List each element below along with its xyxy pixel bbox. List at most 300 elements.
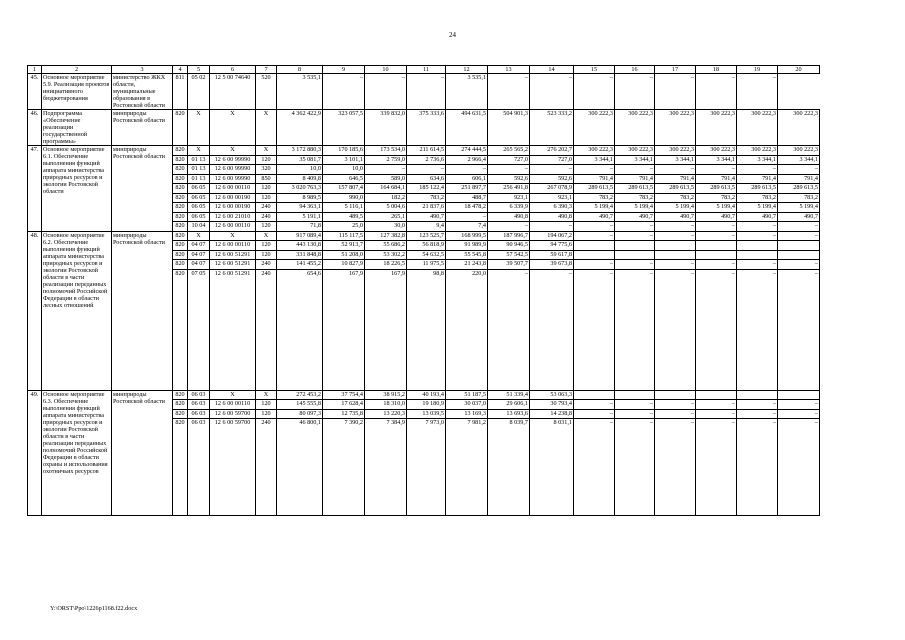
budget-cell: 30 793,4: [530, 400, 574, 410]
budget-cell: –: [446, 165, 488, 175]
budget-cell: 727,0: [530, 155, 574, 165]
budget-cell: 592,6: [530, 174, 574, 184]
budget-cell: 490,7: [574, 212, 615, 222]
budget-cell: 504 901,3: [488, 110, 530, 146]
budget-cell: 06 05: [188, 212, 210, 222]
budget-cell: Х: [188, 110, 210, 146]
budget-cell: –: [574, 419, 615, 516]
budget-cell: 115 117,5: [323, 231, 365, 241]
budget-cell: 7 981,2: [446, 419, 488, 516]
budget-cell: –: [778, 419, 820, 516]
column-number-header: 9: [323, 66, 365, 74]
budget-cell: 51 339,4: [488, 390, 530, 400]
budget-cell: 12 6 00 21010: [210, 212, 256, 222]
budget-cell: [696, 250, 737, 260]
budget-cell: –: [778, 400, 820, 410]
budget-cell: –: [574, 409, 615, 419]
budget-cell: [655, 250, 696, 260]
budget-cell: 37 754,4: [323, 390, 365, 400]
budget-cell: 5 199,4: [696, 203, 737, 213]
budget-cell: [574, 390, 615, 400]
budget-cell: 91 989,9: [446, 241, 488, 251]
budget-cell: 820: [173, 231, 188, 241]
budget-cell: 5 199,4: [737, 203, 778, 213]
measure-name: Основное мероприятие 6.3. Обеспечение выполнения функций аппарата министерства природных ресурсов и экологии Ростовской области в части реализации переданных полномочий Российской Федерации в области охраны и использования охотничьих ресурсов: [42, 390, 112, 516]
budget-cell: 25,0: [323, 222, 365, 232]
budget-cell: 5 116,1: [323, 203, 365, 213]
table-row: [28, 74, 820, 110]
budget-cell: 10 827,9: [323, 260, 365, 270]
budget-cell: –: [615, 269, 655, 390]
budget-cell: 256 491,8: [488, 184, 530, 194]
budget-cell: –: [737, 419, 778, 516]
budget-cell: 791,4: [615, 174, 655, 184]
executor-name: минприроды Ростовской области: [112, 146, 173, 232]
budget-cell: –: [615, 260, 655, 270]
budget-cell: 5 199,4: [655, 203, 696, 213]
budget-cell: –: [574, 260, 615, 270]
budget-cell: 783,2: [655, 193, 696, 203]
budget-cell: –: [655, 400, 696, 410]
budget-cell: –: [737, 231, 778, 241]
budget-cell: 123 525,7: [407, 231, 446, 241]
budget-cell: 12 6 00 00110: [210, 400, 256, 410]
budget-cell: 240: [256, 260, 277, 270]
row-number: 46.: [28, 110, 42, 146]
budget-cell: 14 238,8: [530, 409, 574, 419]
budget-cell: 3 344,1: [696, 155, 737, 165]
budget-cell: [615, 241, 655, 251]
budget-cell: –: [655, 419, 696, 516]
budget-cell: –: [778, 409, 820, 419]
budget-cell: 265 565,2: [488, 146, 530, 156]
budget-cell: 923,1: [530, 193, 574, 203]
budget-cell: 490,7: [615, 212, 655, 222]
budget-cell: 01 13: [188, 174, 210, 184]
table-row: [28, 110, 820, 146]
table-row: [28, 390, 820, 400]
budget-cell: 489,5: [323, 212, 365, 222]
budget-cell: 240: [256, 212, 277, 222]
budget-cell: 289 613,5: [737, 184, 778, 194]
budget-cell: 12 6 00 99990: [210, 165, 256, 175]
budget-cell: 8 409,8: [277, 174, 323, 184]
budget-cell: 12 6 00 99990: [210, 155, 256, 165]
budget-cell: 606,1: [446, 174, 488, 184]
measure-name: Основное мероприятие 6.1. Обеспечение выполнения функций аппарата министерства природных ресурсов и экологии Ростовской области: [42, 146, 112, 232]
budget-cell: 211 614,5: [407, 146, 446, 156]
budget-cell: Х: [188, 231, 210, 241]
budget-cell: 01 13: [188, 165, 210, 175]
budget-cell: 164 684,1: [365, 184, 407, 194]
budget-cell: 923,1: [488, 193, 530, 203]
budget-cell: 220,0: [446, 269, 488, 390]
budget-cell: –: [696, 400, 737, 410]
budget-cell: 490,7: [696, 212, 737, 222]
budget-cell: Х: [256, 390, 277, 400]
budget-cell: 3 535,1: [446, 74, 488, 110]
budget-cell: 17 628,4: [323, 400, 365, 410]
budget-cell: 52 913,7: [323, 241, 365, 251]
budget-cell: 12 5 00 74640: [210, 74, 256, 110]
budget-cell: 173 534,0: [365, 146, 407, 156]
budget-cell: 21 837,6: [407, 203, 446, 213]
budget-cell: 7 390,2: [323, 419, 365, 516]
budget-cell: 94 775,6: [530, 241, 574, 251]
budget-cell: 300 222,3: [778, 146, 820, 156]
budget-cell: 7 384,9: [365, 419, 407, 516]
budget-cell: 3 344,1: [574, 155, 615, 165]
budget-cell: 56 818,9: [407, 241, 446, 251]
budget-cell: 12 6 00 00110: [210, 184, 256, 194]
budget-cell: 490,7: [407, 212, 446, 222]
budget-cell: 04 07: [188, 241, 210, 251]
budget-cell: [696, 390, 737, 400]
column-number-header: 7: [256, 66, 277, 74]
budget-cell: 194 067,2: [530, 231, 574, 241]
budget-cell: 375 333,6: [407, 110, 446, 146]
budget-cell: 783,2: [407, 193, 446, 203]
budget-cell: 40 193,4: [407, 390, 446, 400]
column-number-header: 6: [210, 66, 256, 74]
budget-cell: 2 736,6: [407, 155, 446, 165]
budget-cell: 18 226,5: [365, 260, 407, 270]
budget-cell: 12 6 00 00110: [210, 222, 256, 232]
budget-cell: 167,9: [323, 269, 365, 390]
column-number-header: 2: [42, 66, 112, 74]
budget-cell: –: [615, 231, 655, 241]
budget-cell: 94 363,1: [277, 203, 323, 213]
budget-cell: [778, 390, 820, 400]
budget-cell: 276 202,7: [530, 146, 574, 156]
budget-cell: 490,7: [655, 212, 696, 222]
budget-cell: 791,4: [696, 174, 737, 184]
budget-table: [27, 65, 820, 516]
budget-cell: 331 848,8: [277, 250, 323, 260]
executor-name: минприроды Ростовской области: [112, 231, 173, 390]
budget-cell: 820: [173, 203, 188, 213]
footer-file-path: Y:\ORST\Ppo\1226p1168.f22.docx: [50, 605, 138, 612]
budget-cell: [655, 390, 696, 400]
budget-cell: [615, 390, 655, 400]
budget-cell: 06 03: [188, 409, 210, 419]
budget-cell: Х: [210, 390, 256, 400]
budget-cell: 51 187,5: [446, 390, 488, 400]
budget-cell: 490,8: [530, 212, 574, 222]
budget-cell: –: [407, 165, 446, 175]
budget-cell: 4 362 422,9: [277, 110, 323, 146]
budget-cell: 289 613,5: [696, 184, 737, 194]
budget-cell: –: [778, 231, 820, 241]
budget-cell: 6 339,9: [488, 203, 530, 213]
budget-cell: –: [778, 269, 820, 390]
budget-cell: –: [655, 74, 696, 110]
column-number-header: 10: [365, 66, 407, 74]
budget-cell: –: [530, 222, 574, 232]
row-number: 45.: [28, 74, 42, 110]
budget-cell: [737, 250, 778, 260]
budget-cell: 13 220,3: [365, 409, 407, 419]
measure-name: Основное мероприятие 5.9. Реализация проектов инициативного бюджетирования: [42, 74, 112, 110]
budget-cell: 7 973,0: [407, 419, 446, 516]
row-number: 49.: [28, 390, 42, 516]
budget-cell: 57 542,5: [488, 250, 530, 260]
budget-cell: 18 478,2: [446, 203, 488, 213]
budget-cell: 339 832,0: [365, 110, 407, 146]
column-number-header: 4: [173, 66, 188, 74]
budget-cell: [737, 241, 778, 251]
budget-cell: –: [655, 269, 696, 390]
budget-cell: 300 222,3: [574, 146, 615, 156]
budget-cell: 289 613,5: [615, 184, 655, 194]
budget-cell: 634,6: [407, 174, 446, 184]
budget-cell: –: [655, 260, 696, 270]
budget-cell: 55 686,2: [365, 241, 407, 251]
budget-cell: 12 6 00 00190: [210, 203, 256, 213]
budget-cell: 300 222,3: [696, 146, 737, 156]
budget-cell: –: [737, 165, 778, 175]
budget-cell: 791,4: [655, 174, 696, 184]
budget-cell: 53 302,2: [365, 250, 407, 260]
budget-cell: 5 004,6: [365, 203, 407, 213]
budget-cell: 04 07: [188, 250, 210, 260]
budget-cell: 783,2: [737, 193, 778, 203]
budget-cell: 12 6 00 51291: [210, 269, 256, 390]
budget-cell: [737, 390, 778, 400]
budget-cell: –: [737, 260, 778, 270]
budget-cell: –: [365, 165, 407, 175]
table-row: [28, 231, 820, 241]
budget-cell: 5 199,4: [615, 203, 655, 213]
budget-cell: –: [696, 165, 737, 175]
budget-cell: 791,4: [574, 174, 615, 184]
budget-cell: 29 606,1: [488, 400, 530, 410]
column-number-header: 11: [407, 66, 446, 74]
budget-cell: –: [615, 222, 655, 232]
budget-cell: 323 057,5: [323, 110, 365, 146]
budget-cell: 300 222,3: [696, 110, 737, 146]
budget-cell: 39 507,7: [488, 260, 530, 270]
budget-cell: 3 344,1: [655, 155, 696, 165]
budget-cell: –: [574, 231, 615, 241]
budget-cell: –: [530, 74, 574, 110]
budget-cell: 46 800,1: [277, 419, 323, 516]
budget-cell: 13 039,5: [407, 409, 446, 419]
budget-cell: 06 03: [188, 390, 210, 400]
budget-cell: –: [696, 260, 737, 270]
budget-cell: 12 6 00 99990: [210, 174, 256, 184]
budget-cell: 272 453,2: [277, 390, 323, 400]
budget-cell: 240: [256, 203, 277, 213]
budget-cell: 240: [256, 419, 277, 516]
budget-cell: 300 222,3: [778, 110, 820, 146]
row-number: 48.: [28, 231, 42, 390]
budget-cell: 520: [256, 74, 277, 110]
budget-cell: –: [488, 74, 530, 110]
budget-cell: –: [696, 74, 737, 110]
budget-cell: 98,8: [407, 269, 446, 390]
budget-cell: 300 222,3: [615, 110, 655, 146]
column-number-header: 17: [655, 66, 696, 74]
budget-cell: 185 122,4: [407, 184, 446, 194]
budget-cell: 820: [173, 110, 188, 146]
budget-cell: 120: [256, 184, 277, 194]
budget-cell: 39 673,8: [530, 260, 574, 270]
budget-cell: 488,7: [446, 193, 488, 203]
budget-cell: 120: [256, 241, 277, 251]
budget-cell: Х: [256, 231, 277, 241]
budget-cell: [778, 241, 820, 251]
budget-cell: –: [323, 74, 365, 110]
budget-cell: 300 222,3: [737, 110, 778, 146]
budget-cell: 19 180,9: [407, 400, 446, 410]
budget-cell: –: [574, 400, 615, 410]
column-number-header: 18: [696, 66, 737, 74]
budget-cell: –: [778, 260, 820, 270]
budget-cell: –: [488, 165, 530, 175]
budget-cell: 783,2: [615, 193, 655, 203]
budget-cell: –: [737, 400, 778, 410]
budget-cell: 5 199,4: [574, 203, 615, 213]
budget-cell: 10 04: [188, 222, 210, 232]
budget-cell: –: [737, 74, 778, 110]
budget-cell: 589,0: [365, 174, 407, 184]
budget-cell: 7,4: [446, 222, 488, 232]
budget-cell: 820: [173, 155, 188, 165]
budget-cell: –: [530, 165, 574, 175]
budget-cell: Х: [210, 110, 256, 146]
budget-cell: 494 631,5: [446, 110, 488, 146]
budget-cell: 300 222,3: [574, 110, 615, 146]
budget-cell: 18 310,0: [365, 400, 407, 410]
budget-cell: –: [696, 231, 737, 241]
budget-cell: 8 039,7: [488, 419, 530, 516]
column-number-header: 1: [28, 66, 42, 74]
budget-cell: 820: [173, 390, 188, 400]
budget-cell: –: [574, 222, 615, 232]
budget-cell: 90 946,5: [488, 241, 530, 251]
budget-cell: Х: [188, 146, 210, 156]
budget-cell: [574, 241, 615, 251]
budget-cell: 820: [173, 250, 188, 260]
budget-cell: 170 185,6: [323, 146, 365, 156]
budget-cell: 274 444,5: [446, 146, 488, 156]
budget-cell: 3 535,1: [277, 74, 323, 110]
budget-cell: 80 097,3: [277, 409, 323, 419]
budget-cell: 820: [173, 269, 188, 390]
budget-cell: 120: [256, 400, 277, 410]
budget-cell: –: [778, 222, 820, 232]
budget-cell: 10,0: [277, 165, 323, 175]
budget-cell: 167,9: [365, 269, 407, 390]
budget-cell: –: [446, 212, 488, 222]
budget-cell: 820: [173, 419, 188, 516]
budget-cell: 265,1: [365, 212, 407, 222]
budget-cell: –: [574, 165, 615, 175]
budget-cell: –: [615, 165, 655, 175]
budget-cell: –: [737, 269, 778, 390]
budget-cell: 187 996,7: [488, 231, 530, 241]
budget-cell: –: [696, 222, 737, 232]
budget-cell: 320: [256, 165, 277, 175]
column-number-header: 16: [615, 66, 655, 74]
budget-cell: [655, 241, 696, 251]
budget-cell: 11 975,5: [407, 260, 446, 270]
budget-cell: 2 759,0: [365, 155, 407, 165]
budget-cell: –: [655, 165, 696, 175]
budget-cell: –: [696, 409, 737, 419]
budget-cell: 289 613,5: [655, 184, 696, 194]
column-number-header: 12: [446, 66, 488, 74]
budget-cell: 523 333,2: [530, 110, 574, 146]
budget-cell: 3 020 763,3: [277, 184, 323, 194]
budget-cell: 35 081,7: [277, 155, 323, 165]
budget-cell: 490,7: [737, 212, 778, 222]
budget-cell: Х: [256, 110, 277, 146]
executor-name: минприроды Ростовской области: [112, 390, 173, 516]
executor-name: минприроды Ростовской области: [112, 110, 173, 146]
budget-cell: –: [615, 409, 655, 419]
column-number-header: 14: [530, 66, 574, 74]
executor-name: министерство ЖКХ области, муниципальные образования в Ростовской области: [112, 74, 173, 110]
budget-cell: 10,0: [323, 165, 365, 175]
row-number: 47.: [28, 146, 42, 232]
budget-cell: 791,4: [737, 174, 778, 184]
budget-cell: 820: [173, 212, 188, 222]
budget-cell: 9,4: [407, 222, 446, 232]
budget-cell: 12 6 00 00190: [210, 193, 256, 203]
column-number-header: 5: [188, 66, 210, 74]
budget-cell: 120: [256, 193, 277, 203]
budget-cell: 06 05: [188, 193, 210, 203]
budget-cell: –: [655, 222, 696, 232]
budget-cell: 141 455,2: [277, 260, 323, 270]
budget-cell: 727,0: [488, 155, 530, 165]
budget-cell: 2 966,4: [446, 155, 488, 165]
budget-cell: 127 382,8: [365, 231, 407, 241]
column-number-header: 20: [778, 66, 820, 74]
budget-cell: 120: [256, 250, 277, 260]
budget-cell: –: [696, 419, 737, 516]
column-number-header: 15: [574, 66, 615, 74]
budget-cell: 13 169,3: [446, 409, 488, 419]
budget-cell: 783,2: [574, 193, 615, 203]
budget-cell: 120: [256, 409, 277, 419]
column-number-header: 19: [737, 66, 778, 74]
budget-cell: –: [574, 269, 615, 390]
budget-cell: Х: [210, 146, 256, 156]
budget-cell: –: [737, 222, 778, 232]
budget-cell: 3 172 880,3: [277, 146, 323, 156]
budget-cell: 251 897,7: [446, 184, 488, 194]
budget-cell: 820: [173, 174, 188, 184]
budget-cell: 6 390,3: [530, 203, 574, 213]
table-row: [28, 146, 820, 156]
budget-cell: 04 07: [188, 260, 210, 270]
budget-cell: 12 735,8: [323, 409, 365, 419]
budget-cell: 55 545,8: [446, 250, 488, 260]
measure-name: Основное мероприятие 6.2. Обеспечение выполнения функций аппарата министерства природных ресурсов и экологии Ростовской области в части реализации переданных полномочий Российской Федерации в области лесных отношений: [42, 231, 112, 390]
budget-cell: [778, 250, 820, 260]
budget-cell: [696, 241, 737, 251]
budget-cell: 783,2: [778, 193, 820, 203]
budget-cell: 820: [173, 165, 188, 175]
budget-cell: 490,7: [778, 212, 820, 222]
budget-cell: –: [778, 165, 820, 175]
budget-cell: 06 05: [188, 203, 210, 213]
budget-cell: 38 915,2: [365, 390, 407, 400]
budget-cell: 06 03: [188, 400, 210, 410]
